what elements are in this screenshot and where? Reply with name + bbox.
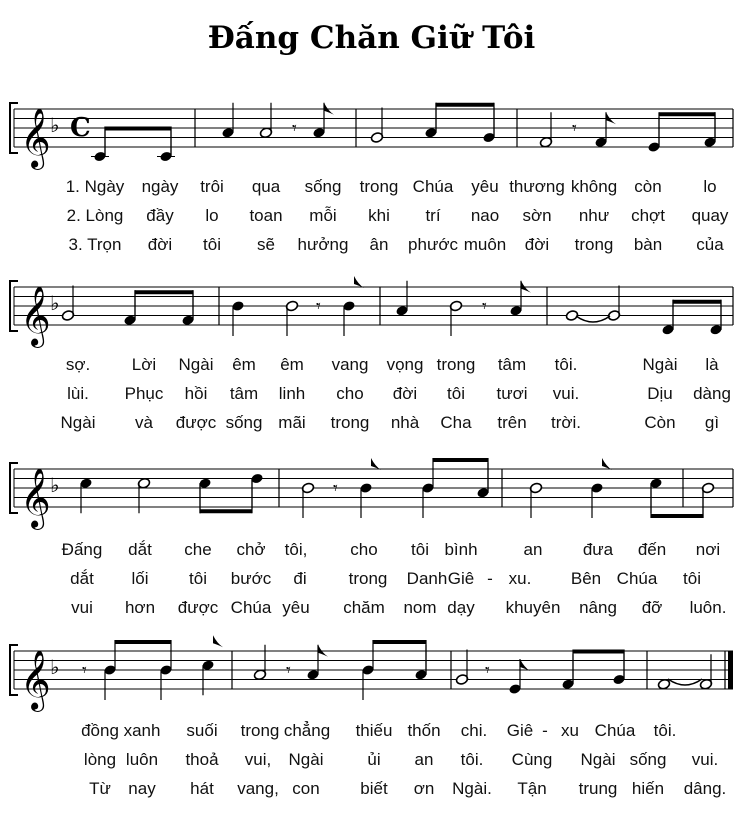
note-flag: [602, 458, 612, 470]
lyric-syllable: hồi: [184, 384, 208, 403]
lyric-syllable: trong: [348, 569, 388, 588]
lyric-syllable: êm: [280, 355, 304, 374]
lyric-syllable: như: [578, 206, 610, 225]
lyric-syllable: biết: [360, 779, 388, 798]
lyric-syllable: nhà: [390, 413, 420, 432]
lyric-syllable: ân: [369, 235, 389, 254]
lyric-syllable: vang: [331, 355, 369, 374]
lyric-syllable: an: [414, 750, 434, 769]
notehead: [565, 310, 578, 322]
eighth-rest: 𝄾: [82, 660, 87, 681]
eighth-rest: 𝄾: [316, 296, 321, 317]
key-signature-flat: ♭: [50, 473, 60, 497]
lyric-syllable: trí: [425, 206, 441, 225]
lyric-syllable: Cùng: [511, 750, 553, 769]
lyric-syllable: sẽ: [257, 235, 275, 254]
lyric-syllable: chi.: [460, 721, 488, 740]
lyric-syllable: chăm: [343, 598, 385, 617]
note-beam: [115, 640, 171, 644]
lyric-syllable: tôi.: [653, 721, 677, 740]
lyric-syllable: trôi: [200, 177, 224, 196]
lyric-syllable: dạy: [447, 598, 475, 617]
lyric-syllable: trong: [436, 355, 476, 374]
lyric-syllable: nao: [470, 206, 500, 225]
treble-clef: 𝄞: [20, 108, 51, 168]
lyric-syllable: chẳng: [283, 721, 331, 740]
lyric-syllable: tâm: [229, 384, 259, 403]
lyric-syllable: ủi: [367, 750, 381, 769]
lyric-syllable: mỗi: [309, 206, 337, 225]
lyric-syllable: lo: [205, 206, 219, 225]
lyric-syllable: sống: [225, 413, 263, 432]
lyric-syllable: trên: [497, 413, 527, 432]
lyric-syllable: nay: [128, 779, 156, 798]
lyric-syllable: yêu: [282, 598, 310, 617]
lyric-syllable: sống: [629, 750, 667, 769]
lyric-syllable: bình: [444, 540, 478, 559]
lyric-syllable: êm: [232, 355, 256, 374]
lyric-syllable: ơn: [413, 779, 435, 798]
lyric-syllable: Phục: [124, 384, 164, 403]
lyric-syllable: thốn: [407, 721, 441, 740]
note-beam: [433, 458, 488, 462]
lyric-syllable: Ngài.: [452, 779, 492, 798]
note-beam: [673, 300, 721, 304]
lyric-syllable: hưởng: [297, 235, 349, 254]
lyric-syllable: quay: [691, 206, 729, 225]
lyric-syllable: che: [184, 540, 212, 559]
lyric-syllable: trong: [330, 413, 370, 432]
lyric-syllable: đi: [293, 569, 307, 588]
lyric-syllable: tôi: [447, 384, 465, 403]
note-beam: [659, 112, 715, 116]
eighth-rest: 𝄾: [572, 118, 577, 139]
lyric-syllable: nom: [403, 598, 437, 617]
lyric-syllable: sợ.: [65, 355, 91, 374]
lyric-syllable: tôi,: [284, 540, 308, 559]
lyric-syllable: trong: [359, 177, 399, 196]
lyric-syllable: dắt: [128, 540, 152, 559]
lyrics-row-4-3: [0, 779, 743, 799]
lyric-syllable: suối: [186, 721, 218, 740]
lyric-syllable: xu.: [508, 569, 532, 588]
lyric-syllable: toan: [249, 206, 283, 225]
lyric-syllable: Danh: [406, 569, 448, 588]
lyric-syllable: tươi: [496, 384, 528, 403]
lyric-syllable: Giê: [506, 721, 534, 740]
lyric-syllable: tôi: [683, 569, 701, 588]
lyric-syllable: đời: [524, 235, 550, 254]
lyric-syllable: vang,: [237, 779, 279, 798]
time-signature: C: [70, 113, 91, 143]
note-beam: [373, 640, 426, 644]
lyrics-row-2-2: [0, 384, 743, 404]
lyric-syllable: Dịu: [647, 384, 673, 403]
lyric-syllable: phước: [408, 235, 458, 254]
lyric-syllable: Giê: [447, 569, 475, 588]
note-beam: [105, 127, 171, 131]
note-flag: [371, 458, 381, 470]
lyric-syllable: thoả: [185, 750, 219, 769]
key-signature-flat: ♭: [50, 655, 60, 679]
lyrics-row-3-2: [0, 569, 743, 589]
lyric-syllable: -: [542, 721, 548, 740]
lyric-syllable: đồng: [81, 721, 119, 740]
note-flag: [354, 276, 364, 288]
lyric-syllable: an: [523, 540, 543, 559]
lyric-syllable: tôi: [203, 235, 221, 254]
lyric-syllable: lòng: [83, 750, 117, 769]
lyric-syllable: luôn.: [689, 598, 727, 617]
lyrics-row-3-1: [0, 540, 743, 560]
lyric-syllable: Lời: [131, 355, 157, 374]
lyrics-row-1-1: [0, 177, 743, 197]
lyric-syllable: khuyên: [505, 598, 561, 617]
lyrics-row-3-3: [0, 598, 743, 618]
lyric-syllable: vọng: [386, 355, 424, 374]
lyric-syllable: dàng: [693, 384, 731, 403]
lyric-syllable: lối: [131, 569, 149, 588]
lyric-syllable: Chúa: [616, 569, 658, 588]
eighth-rest: 𝄾: [482, 296, 487, 317]
lyric-syllable: hiến: [631, 779, 665, 798]
note-beam: [651, 514, 703, 518]
lyric-syllable: trời.: [550, 413, 582, 432]
key-signature-flat: ♭: [50, 291, 60, 315]
lyric-syllable: không: [570, 177, 618, 196]
eighth-rest: 𝄾: [286, 660, 291, 681]
eighth-rest: 𝄾: [333, 478, 338, 499]
lyric-syllable: đỡ: [641, 598, 663, 617]
lyric-syllable: lùi.: [67, 384, 89, 403]
lyric-syllable: là: [705, 355, 719, 374]
lyric-syllable: đến: [637, 540, 667, 559]
lyric-syllable: Chúa: [594, 721, 636, 740]
note-beam: [135, 290, 193, 294]
lyric-syllable: sống: [304, 177, 342, 196]
lyric-syllable: đời: [392, 384, 418, 403]
lyric-syllable: xu: [561, 721, 579, 740]
note-beam: [200, 509, 252, 513]
lyric-syllable: mãi: [278, 413, 306, 432]
lyrics-row-4-2: [0, 750, 743, 770]
lyric-syllable: 3. Trọn: [68, 235, 122, 254]
lyric-syllable: linh: [278, 384, 306, 403]
lyric-syllable: dâng.: [683, 779, 727, 798]
lyric-syllable: Ngài: [288, 750, 324, 769]
note-tie: [576, 316, 610, 322]
lyric-syllable: bàn: [633, 235, 663, 254]
lyric-syllable: yêu: [471, 177, 499, 196]
lyric-syllable: 1. Ngày: [65, 177, 125, 196]
lyric-syllable: xanh: [123, 721, 161, 740]
treble-clef: 𝄞: [20, 468, 51, 528]
lyric-syllable: của: [696, 235, 724, 254]
lyrics-row-1-3: [0, 235, 743, 255]
lyric-syllable: vui.: [552, 384, 580, 403]
lyric-syllable: vui: [71, 598, 93, 617]
lyric-syllable: và: [135, 413, 153, 432]
lyric-syllable: Ngài: [178, 355, 214, 374]
lyric-syllable: Bên: [570, 569, 602, 588]
lyric-syllable: thương: [509, 177, 565, 196]
lyric-syllable: trong: [574, 235, 614, 254]
treble-clef: 𝄞: [20, 286, 51, 346]
lyric-syllable: chợt: [631, 206, 665, 225]
lyric-syllable: đời: [147, 235, 173, 254]
lyric-syllable: cho: [336, 384, 364, 403]
lyric-syllable: con: [292, 779, 320, 798]
song-title: Đấng Chăn Giữ Tôi: [207, 20, 536, 56]
lyric-syllable: vui.: [691, 750, 719, 769]
lyric-syllable: Tận: [517, 779, 547, 798]
lyric-syllable: bước: [230, 569, 272, 588]
lyrics-row-2-1: [0, 355, 743, 375]
lyric-syllable: gì: [704, 413, 720, 432]
lyric-syllable: cho: [350, 540, 378, 559]
lyric-syllable: ngày: [141, 177, 179, 196]
note-flag: [213, 635, 223, 647]
lyric-syllable: thiếu: [355, 721, 393, 740]
lyric-syllable: Từ: [89, 779, 111, 798]
final-bar-thick: [728, 651, 733, 689]
lyric-syllable: trung: [578, 779, 618, 798]
lyric-syllable: qua: [251, 177, 281, 196]
lyric-syllable: được: [177, 598, 219, 617]
lyric-syllable: còn: [634, 177, 662, 196]
lyric-syllable: dắt: [70, 569, 94, 588]
lyric-syllable: tôi: [411, 540, 429, 559]
lyric-syllable: khi: [368, 206, 390, 225]
eighth-rest: 𝄾: [485, 660, 490, 681]
lyric-syllable: chở: [236, 540, 266, 559]
key-signature-flat: ♭: [50, 113, 60, 137]
note-beam: [573, 650, 624, 654]
lyric-syllable: vui,: [244, 750, 272, 769]
lyric-syllable: Ngài: [580, 750, 616, 769]
treble-clef: 𝄞: [20, 650, 51, 710]
lyric-syllable: nơi: [695, 540, 721, 559]
lyric-syllable: Chúa: [412, 177, 454, 196]
lyric-syllable: hát: [190, 779, 214, 798]
lyric-syllable: luôn: [125, 750, 159, 769]
lyrics-row-2-3: [0, 413, 743, 433]
lyric-syllable: Đấng: [61, 540, 103, 559]
lyric-syllable: Ngài: [642, 355, 678, 374]
lyric-syllable: lo: [703, 177, 717, 196]
lyric-syllable: được: [175, 413, 217, 432]
lyric-syllable: tôi.: [460, 750, 484, 769]
lyric-syllable: Còn: [644, 413, 676, 432]
lyric-syllable: tôi.: [554, 355, 578, 374]
note-beam: [436, 103, 494, 107]
lyric-syllable: Chúa: [230, 598, 272, 617]
lyric-syllable: nâng: [579, 598, 617, 617]
lyric-syllable: tôi: [189, 569, 207, 588]
lyric-syllable: hơn: [124, 598, 156, 617]
lyric-syllable: -: [487, 569, 493, 588]
lyric-syllable: sờn: [522, 206, 552, 225]
lyric-syllable: trong: [240, 721, 280, 740]
lyric-syllable: đầy: [146, 206, 174, 225]
lyrics-row-1-2: [0, 206, 743, 226]
lyric-syllable: tâm: [497, 355, 527, 374]
lyric-syllable: 2. Lòng: [66, 206, 124, 225]
eighth-rest: 𝄾: [292, 118, 297, 139]
lyric-syllable: muôn: [463, 235, 507, 254]
lyric-syllable: đưa: [582, 540, 614, 559]
lyric-syllable: Ngài: [60, 413, 96, 432]
lyric-syllable: Cha: [440, 413, 472, 432]
lyrics-row-4-1: [0, 721, 743, 741]
